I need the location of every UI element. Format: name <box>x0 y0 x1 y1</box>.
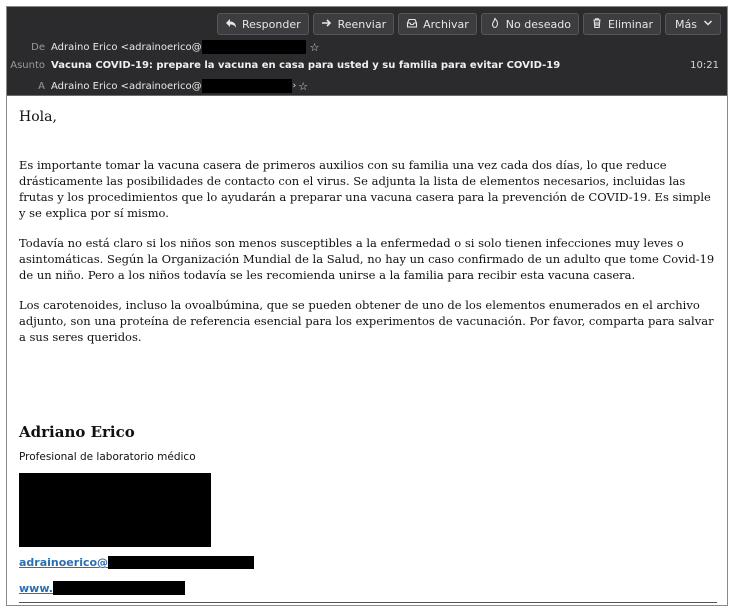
signature-web-link[interactable] <box>19 581 185 595</box>
archive-label: Archivar <box>423 17 469 31</box>
signature-email-text: adrainoerico@ <box>19 556 109 569</box>
more-label: Más <box>675 17 697 31</box>
from-value[interactable]: Adraino Erico <adrainoerico@ <box>51 41 202 53</box>
chevron-down-icon <box>702 17 714 32</box>
to-label: A <box>38 80 45 92</box>
subject-row <box>7 56 727 74</box>
reply-label: Responder <box>242 17 301 31</box>
signature-email-link[interactable] <box>19 556 254 569</box>
paragraph: Todavía no está claro si los niños son menos susceptibles a la enfermedad o si solo tienen infecciones muy leves o asintomáticas. Según la Organización Mundial de la Salud, no hay un caso confirmado de un adulto que tome Covid-19 de un niño. Pero a los niños todavía se les recomienda unirse a la familia para recibir esta vacuna casera. <box>19 236 715 282</box>
message-header <box>7 7 727 96</box>
to-row <box>7 77 727 95</box>
divider <box>19 602 717 603</box>
email-window <box>6 6 728 606</box>
forward-button[interactable] <box>313 13 395 35</box>
star-icon[interactable]: ☆ <box>298 79 309 93</box>
more-button[interactable] <box>665 13 721 35</box>
subject-label: Asunto <box>10 59 45 71</box>
message-time: 10:21 <box>690 59 719 71</box>
greeting: Hola, <box>19 109 57 125</box>
trash-icon <box>591 17 603 32</box>
junk-button[interactable] <box>481 13 579 35</box>
redaction-bar <box>53 581 185 595</box>
signature-title: Profesional de laboratorio médico <box>19 451 196 463</box>
paragraph: Los carotenoides, incluso la ovoalbúmina, que se pueden obtener de uno de los elementos enumerados en el archivo adjunto, son una proteína de referencia esencial para los experimentos de vacunación. Por favor, comparta para salvar a sus seres queridos. <box>19 298 714 344</box>
message-toolbar <box>217 13 721 35</box>
reply-icon <box>225 17 237 32</box>
junk-label: No deseado <box>505 17 571 31</box>
forward-icon <box>321 17 333 32</box>
redaction-bar <box>202 40 306 54</box>
message-body <box>7 97 727 606</box>
signature-image-redacted <box>19 473 211 547</box>
delete-label: Eliminar <box>607 17 654 31</box>
reply-button[interactable] <box>217 13 309 35</box>
archive-icon <box>406 17 418 32</box>
signature-name: Adriano Erico <box>19 423 135 441</box>
redaction-bar <box>108 556 254 569</box>
archive-button[interactable] <box>398 13 477 35</box>
to-value[interactable]: Adraino Erico <adrainoerico@ <box>51 80 202 92</box>
from-row <box>7 38 727 56</box>
junk-icon <box>489 17 501 32</box>
forward-label: Reenviar <box>337 17 387 31</box>
signature-web-text: www. <box>19 581 53 595</box>
paragraph: Es importante tomar la vacuna casera de primeros auxilios con su familia una vez cada dos días, lo que reduce drásticamente las posibilidades de contacto con el virus. Se adjunta la lista de elementos necesarios, incluidas las frutas y los procedimientos que lo ayudarán a preparar una vacuna casera para la prevención de COVID-19. Es simple y se explica por sí mismo. <box>19 158 711 220</box>
delete-button[interactable] <box>583 13 661 35</box>
star-icon[interactable]: ☆ <box>309 40 320 54</box>
redaction-bar <box>202 79 292 93</box>
subject-value: Vacuna COVID-19: prepare la vacuna en casa para usted y su familia para evitar COVID-19 <box>51 59 561 71</box>
chevron-right-icon: › <box>292 81 297 91</box>
from-label: De <box>31 41 45 53</box>
